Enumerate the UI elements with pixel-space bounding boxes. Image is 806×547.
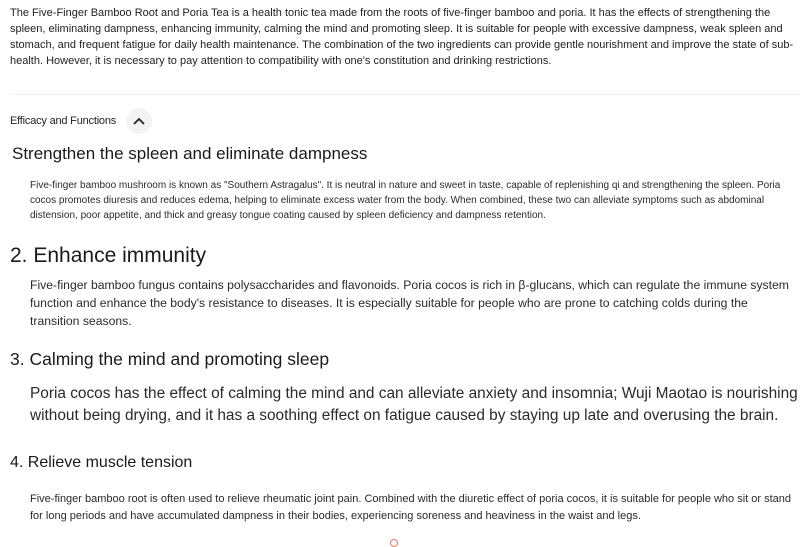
item-body: Poria cocos has the effect of calming the mind and can alleviate anxiety and insomnia; Wuji Maotao is nourishing without being drying, and it has a soothing effect on fatigue caused by staying up late and overusing the brain.	[30, 385, 798, 424]
item-heading: Strengthen the spleen and eliminate dampness	[12, 144, 368, 163]
chevron-up-icon	[133, 117, 145, 125]
item-heading: 2. Enhance immunity	[10, 244, 207, 267]
collapse-button[interactable]	[126, 108, 152, 134]
divider	[10, 94, 800, 95]
section-label: Efficacy and Functions	[10, 115, 117, 127]
item-heading: 4. Relieve muscle tension	[10, 454, 193, 471]
scroll-indicator	[390, 539, 398, 547]
section-header	[10, 108, 152, 134]
item-body: Five-finger bamboo mushroom is known as "Southern Astragalus". It is neutral in nature and sweet in taste, capable of replenishing qi and strengthening the spleen. Poria cocos promotes diuresis and reduces edema, helping to eliminate excess water from the body. When combined, these two can alleviate symptoms such as abdominal distension, poor appetite, and thick and greasy tongue coating caused by spleen deficiency and dampness retention.	[30, 180, 781, 221]
item-body: Five-finger bamboo root is often used to relieve rheumatic joint pain. Combined with the diuretic effect of poria cocos, it is suitable for people who sit or stand for long periods and have accumulated dampness in their bodies, experiencing soreness and heaviness in the waist and legs.	[30, 493, 792, 522]
item-heading: 3. Calming the mind and promoting sleep	[10, 349, 330, 369]
intro-paragraph: The Five-Finger Bamboo Root and Poria Tea is a health tonic tea made from the roots of five-finger bamboo and poria. It has the effects of strengthening the spleen, eliminating dampness, enhancing immunity, calming the mind and promoting sleep. It is suitable for people with excessive dampness, weak spleen and stomach, and frequent fatigue for daily health maintenance. The combination of the two ingredients can provide gentle nourishment and improve the state of sub-health. However, it is necessary to pay attention to compatibility with one's constitution and drinking restrictions.	[10, 7, 794, 67]
item-body: Five-finger bamboo fungus contains polysaccharides and flavonoids. Poria cocos is rich in β-glucans, which can regulate the immune system function and enhance the body's resistance to diseases. It is especially suitable for people who are prone to catching colds during the transition seasons.	[30, 278, 789, 328]
